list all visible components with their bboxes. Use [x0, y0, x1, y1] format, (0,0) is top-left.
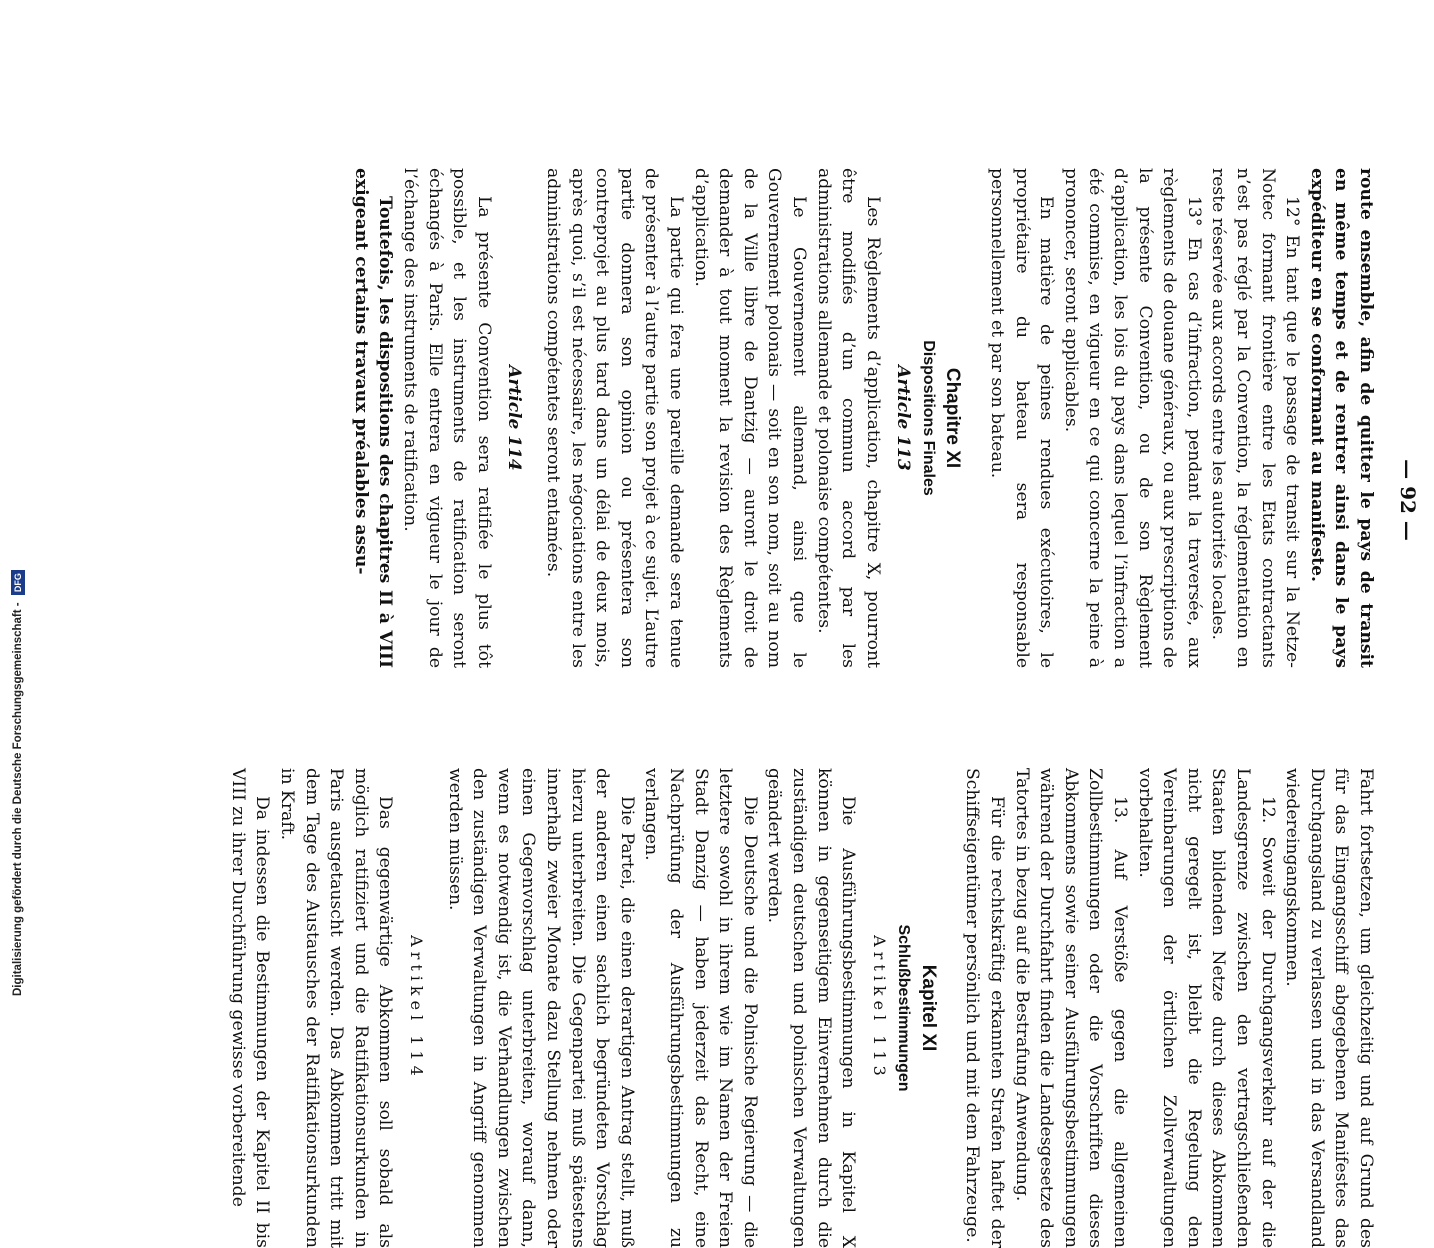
german-paragraph-12: 12. Soweit der Durchgangsverkehr auf der die Landesgrenze zwischen den vertragschließenden Staaten bildenden Netze durch dieses Abkommen nicht geregelt ist, bleibt die Regelung den Vereinbarungen der örtlichen Zollverwaltungen vorbehalten.	[1134, 768, 1278, 1248]
german-chapter-title: Kapitel XI	[917, 964, 939, 1052]
french-article-113-paragraph-1: Les Règlements d’application, chapitre X, pourront être modifiés d’un commun accord par les administrations allemande et polonaise compétentes.	[813, 168, 883, 668]
french-chapter-subtitle: Dispositions Finales	[919, 340, 937, 496]
german-article-113-heading: Artikel 113	[869, 935, 889, 1081]
french-chapter-title: Chapitre XI	[942, 367, 964, 469]
german-article-113-paragraph-2: Die Deutsche und die Polnische Regierung — die letztere sowohl in ihrem wie im Namen der Freien Stadt Danzig — haben jederzeit das Recht, eine Nachprüfung der Ausführungsbestimmungen zu verlangen.	[641, 768, 760, 1248]
german-article-113-paragraph-3: Die Partei, die einen derartigen Antrag stellt, muß der anderen einen sachlich begründeten Vorschlag hierzu unterbreiten. Die Gegenpartei muß spätestens innerhalb zweier Monate dazu Stellung nehmen oder einen Gegenvorschlag unterbreiten, worauf dann, wenn es notwendig ist, die Verhandlungen zwischen den zuständigen Verwaltungen in Angriff genommen werden müssen.	[444, 768, 637, 1248]
german-article-114-paragraph-2: Da indessen die Bestimmungen der Kapitel II bis VIII zu ihrer Durchführung gewisse vorbereitende	[227, 768, 273, 1248]
german-paragraph-14: Für die rechtskräftig erkannten Strafen haftet der Schiffseigentümer persönlich und mit dem Fahrzeuge.	[962, 768, 1008, 1248]
german-article-114-paragraph-1: Das gegenwärtige Abkommen soll sobald als möglich ratifiziert und die Ratifikationsurkunden in Paris ausgetauscht werden. Das Abkommen tritt mit dem Tage des Austausches der Ratifikationsurkunden in Kraft.	[277, 768, 396, 1248]
german-intro: Fahrt fortsetzen, um gleichzeitig und auf Grund des für das Eingangsschiff abgegebenen Manifestes das Durchgangsland zu verlassen und in das Versandland wiedereingangskommen.	[1282, 768, 1376, 1248]
german-chapter-subtitle: Schlußbestimmungen	[895, 924, 913, 1092]
french-intro: route ensemble, afin de quitter le pays de transit en même temps et de rentrer ainsi dans le pays expéditeur en se conformant au manifeste.	[1306, 168, 1376, 668]
german-article-113-paragraph-1: Die Ausführungsbestimmungen in Kapitel X können in gegenseitigem Einvernehmen durch die zuständigen deutschen und polnischen Verwaltungen geändert werden.	[764, 768, 859, 1248]
french-article-114-paragraph-2: Toutefois, les dispositions des chapitres II à VIII exigeant certains travaux préalables assu-	[350, 168, 396, 668]
german-article-114-heading: Artikel 114	[407, 935, 427, 1081]
french-paragraph-14: En matière de peines rendues exécutoires, le propriétaire du bateau sera responsable personnellement et par son bateau.	[987, 168, 1057, 668]
dfg-logo: DFG	[11, 570, 25, 595]
french-article-114-paragraph-1: La présente Convention sera ratifiée le plus tôt possible, et les instruments de ratification seront échangés à Paris. Elle entrera en vigueur le jour de l’échange des instruments de ratification.	[400, 168, 494, 668]
page-number: — 92 —	[1396, 459, 1420, 541]
french-article-113-heading: Article 113	[893, 365, 914, 471]
german-paragraph-13: 13. Auf Verstöße gegen die allgemeinen Zollbestimmungen oder die Vorschriften dieses Abkommens sowie seiner Ausführungsbestimmungen während der Durchfahrt finden die Landesgesetze des Tatortes in bezug auf die Bestrafung Anwendung.	[1011, 768, 1131, 1248]
french-article-114-heading: Article 114	[504, 365, 525, 471]
french-column	[348, 168, 1378, 668]
french-article-113-paragraph-2: Le Gouvernement allemand, ainsi que le Gouvernement polonais — soit en son nom, soit au nom de la Ville libre de Dantzig — auront le droit de demander à tout moment la revision des Règlements d’application.	[690, 168, 809, 668]
french-article-113-paragraph-3: La partie qui fera une pareille demande sera tenue de présenter à l’autre partie son projet à ce sujet. L’autre partie donnera son opinion ou présentera son contreprojet au plus tard dans un délai de deux mois, après quoi, s’il est nécessaire, les négociations entre les administrations compétentes seront entamées.	[543, 168, 686, 668]
french-paragraph-13: 13° En cas d’infraction, pendant la traversée, aux règlements de douane généraux, ou aux prescriptions de la présente Convention, ou de son Règlement d’application, les lois du pays dans lequel l’infraction a été commise, en vigueur en ce qui concerne la peine à prononcer, seront applicables.	[1060, 168, 1204, 668]
french-paragraph-12: 12° En tant que le passage de transit sur la Netze-Notec formant frontière entre les Etats contractants n’est pas réglé par la Convention, la réglementation en reste réservée aux accords entre les autorités locales.	[1208, 168, 1303, 668]
german-column	[225, 768, 1378, 1248]
footer-credit-text: Digitalisierung gefördert durch die Deutsche Forschungsgemeinschaft -	[12, 602, 24, 996]
footer-credit	[0, 0, 28, 1000]
